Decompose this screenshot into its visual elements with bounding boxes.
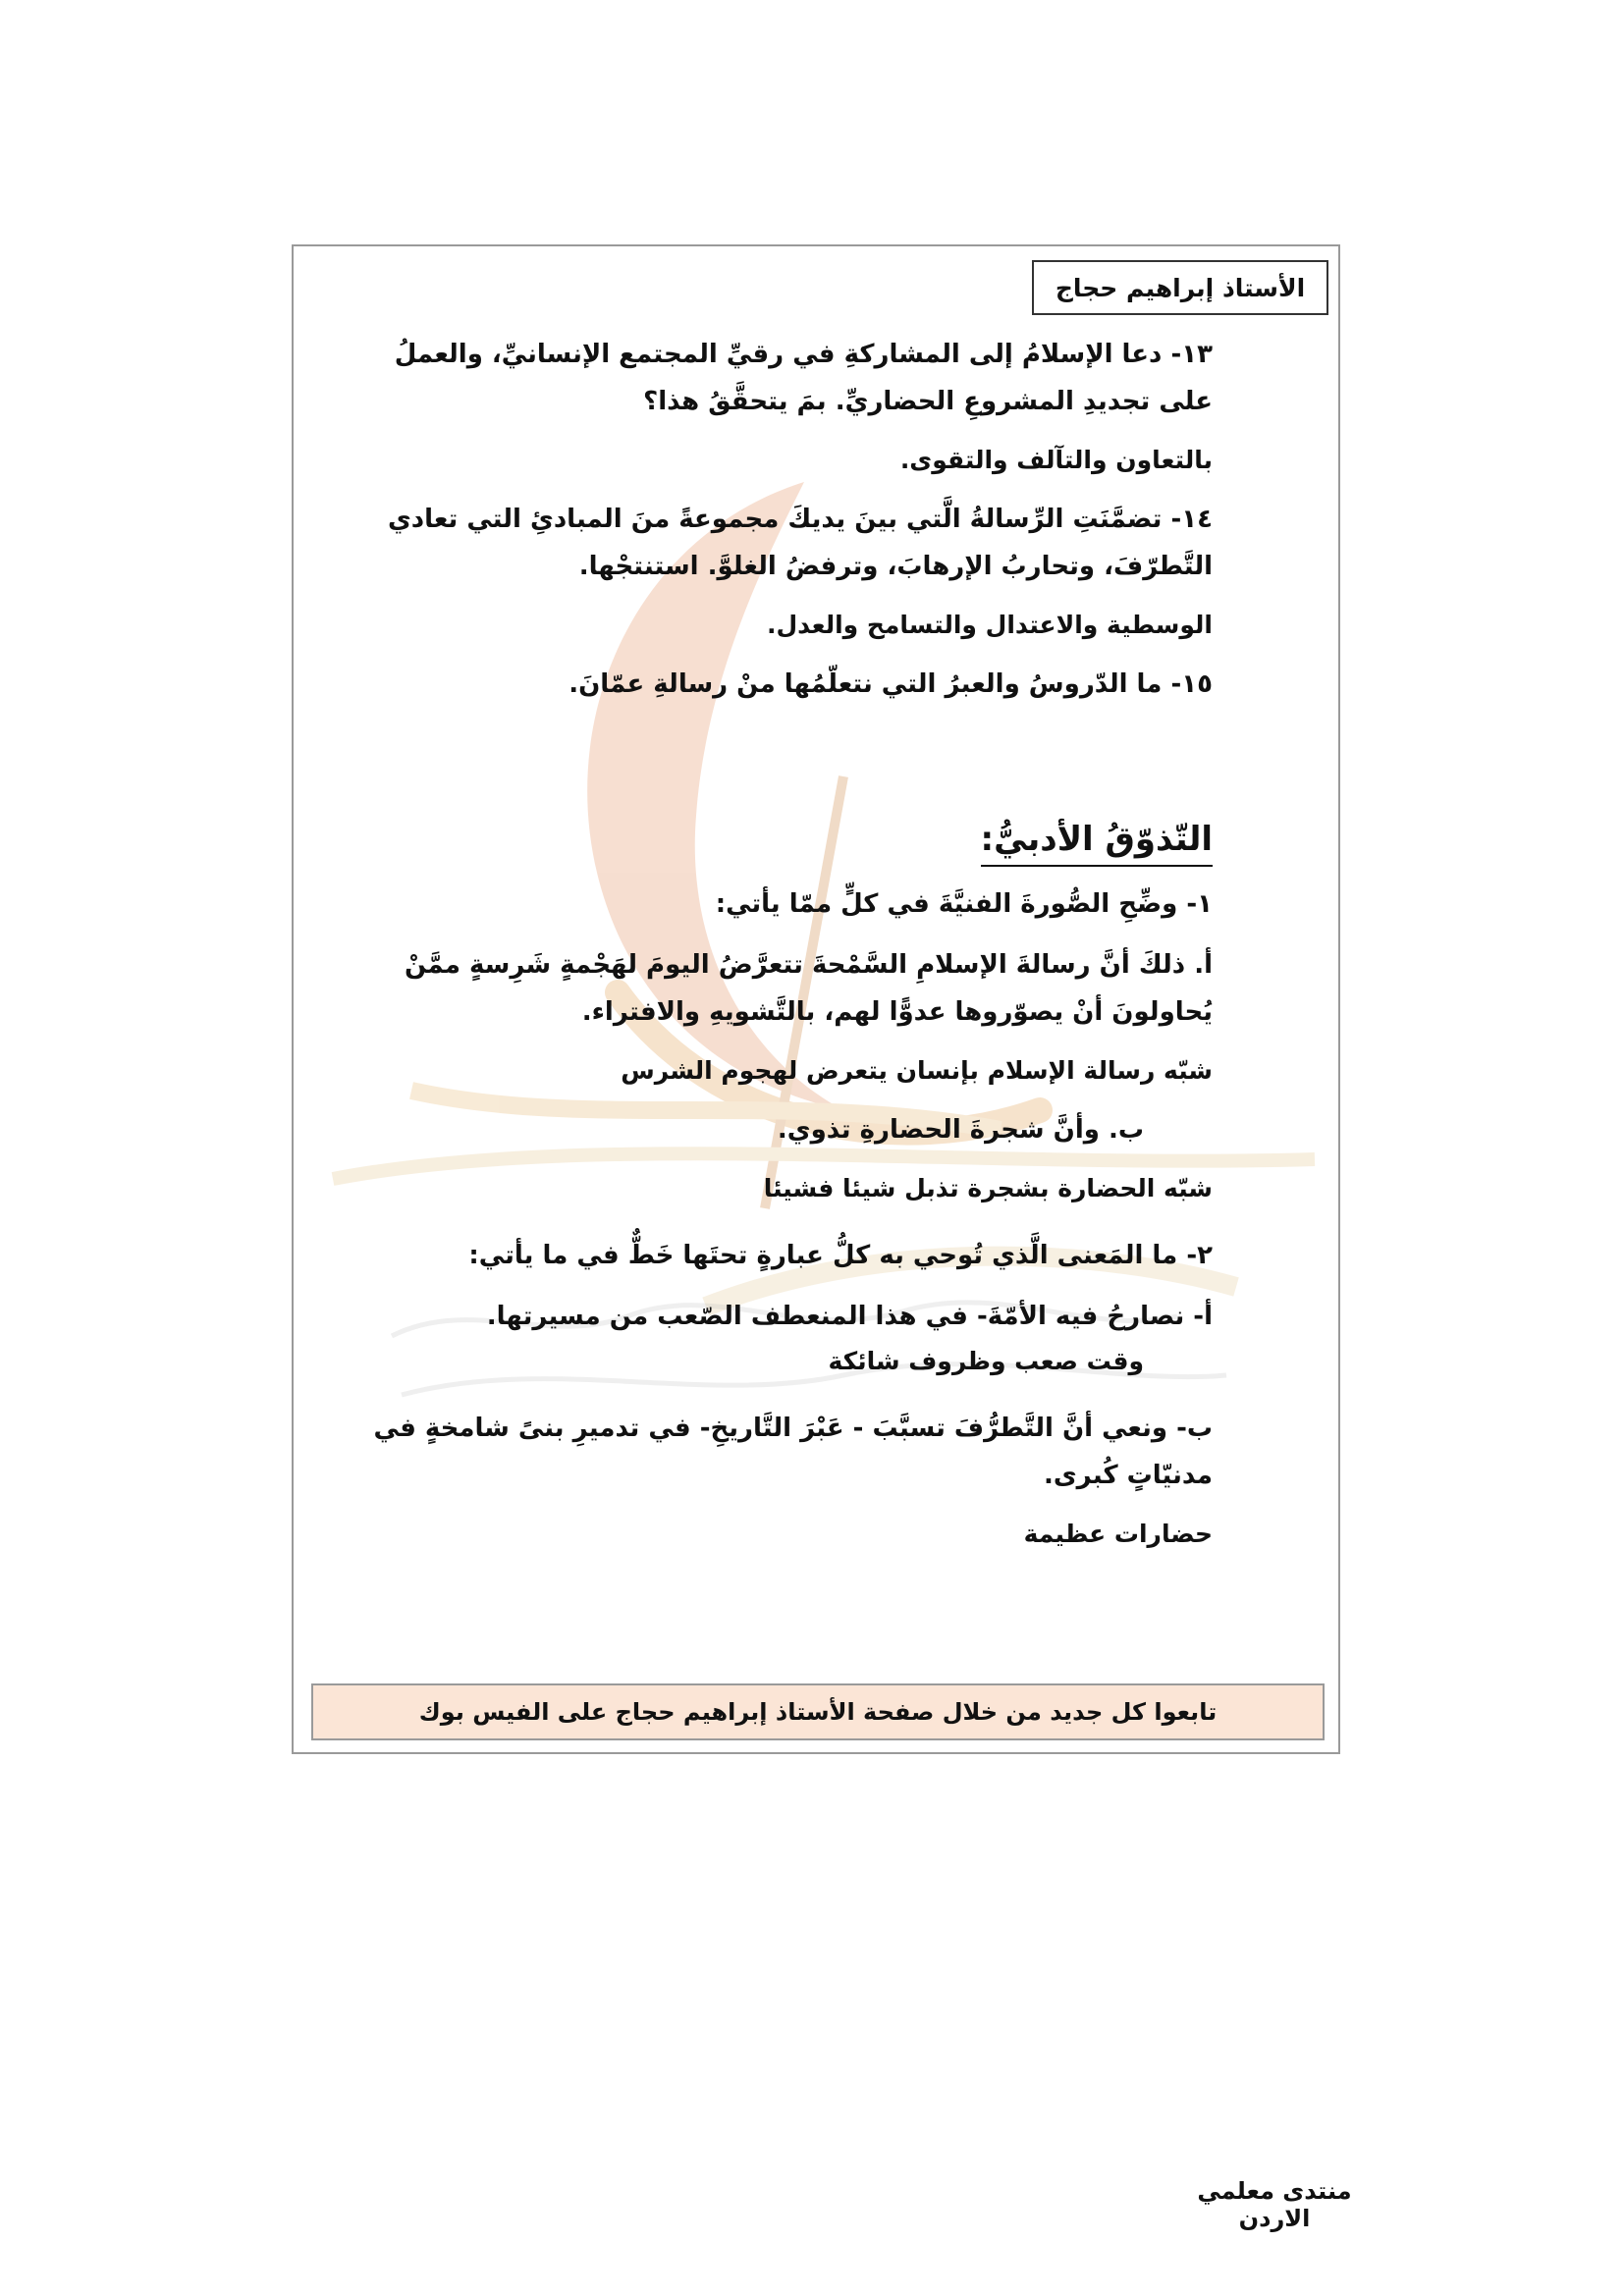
question-13: ١٣- دعا الإسلامُ إلى المشاركةِ في رقيِّ المجتمع الإنسانيِّ، والعملُ على تجديدِ المشروعِ الحضاريِّ. بمَ يتحقَّقُ هذا؟ xyxy=(394,340,1213,416)
worksheet-frame xyxy=(292,244,1340,1754)
answer-14: الوسطية والاعتدال والتسامح والعدل. xyxy=(766,611,1213,639)
worksheet-content xyxy=(292,331,1338,1556)
footer-banner xyxy=(311,1683,1325,1740)
item-2-prompt: ٢- ما المَعنى الَّذي تُوحي به كلُّ عبارةٍ تحتَها خَطٌّ في ما يأتي: xyxy=(468,1241,1213,1270)
footer-banner-text: تابعوا كل جديد من خلال صفحة الأستاذ إبراهيم حجاج على الفيس بوك xyxy=(418,1698,1218,1726)
item-2b-text: ب- ونعي أنَّ التَّطرُّفَ تسبَّبَ - عَبْرَ التَّاريخِ- في تدميرِ بنىً شامخةٍ في مدنيّاتٍ كُبرى. xyxy=(373,1414,1213,1490)
section-heading-wrap xyxy=(358,816,1213,867)
item-1b-answer: شبّه الحضارة بشجرة تذبل شيئا فشيئا xyxy=(763,1174,1213,1202)
item-1a-text: أ. ذلكَ أنَّ رسالةَ الإسلامِ السَّمْحةَ تتعرَّضُ اليومَ لهَجْمةٍ شَرِسةٍ ممَّنْ يُحاولونَ أنْ يصوّروها عدوًّا لهم، بالتَّشويهِ والافتراء. xyxy=(405,950,1213,1027)
item-1b-text: ب. وأنَّ شجرةَ الحضارةِ تذوي. xyxy=(777,1115,1144,1145)
section-heading: التّذوّقُ الأدبيُّ: xyxy=(981,816,1214,867)
item-2b-answer: حضارات عظيمة xyxy=(1023,1520,1213,1548)
item-1-prompt: ١- وضِّحِ الصُّورةَ الفنيَّةَ في كلٍّ ممّا يأتي: xyxy=(715,889,1213,919)
question-15: ١٥- ما الدّروسُ والعبرُ التي نتعلّمُها منْ رسالةِ عمّانَ. xyxy=(568,669,1213,699)
author-label: الأستاذ إبراهيم حجاج xyxy=(1055,273,1306,302)
page-footer: منتدى معلمي الاردن xyxy=(1197,2177,1352,2232)
item-2a-answer: وقت صعب وظروف شائكة xyxy=(828,1347,1144,1375)
answer-13: بالتعاون والتآلف والتقوى. xyxy=(899,446,1213,474)
item-2a-text: أ- نصارحُ فيه الأمّةَ- في هذا المنعطف الصّعب من مسيرتها. xyxy=(486,1302,1213,1331)
author-label-box xyxy=(1032,260,1328,315)
question-14: ١٤- تضمَّنَتِ الرِّسالةُ الَّتي بينَ يديكَ مجموعةً منَ المبادئِ التي تعادي التَّطرّفَ، وتحاربُ الإرهابَ، وترفضُ الغلوَّ. استنتجْها. xyxy=(387,505,1213,581)
item-1a-answer: شبّه رسالة الإسلام بإنسان يتعرض لهجوم الشرس xyxy=(621,1056,1213,1085)
